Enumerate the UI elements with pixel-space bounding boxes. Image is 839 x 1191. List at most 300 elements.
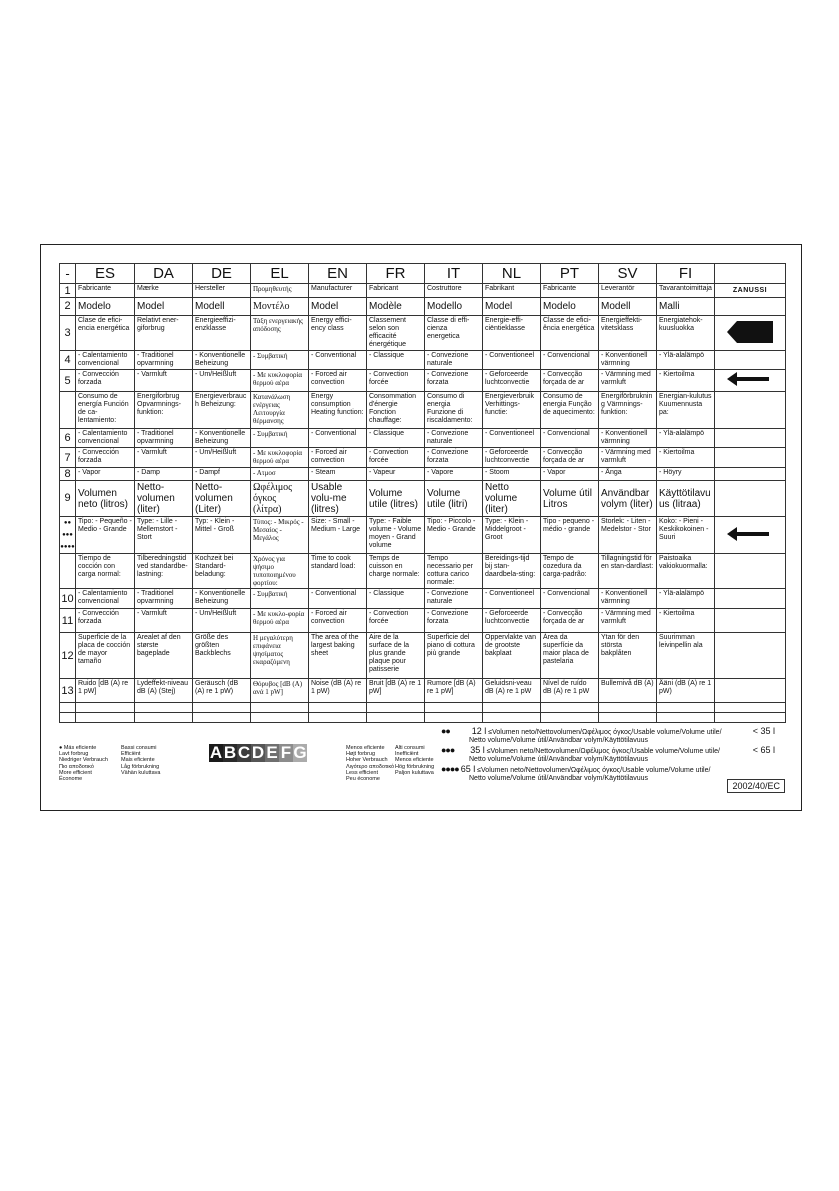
volume-limit: < 65 l: [752, 745, 775, 755]
legend-text: Låg förbrukning: [121, 763, 160, 770]
table-cell: - Traditionel opvarmning: [135, 589, 193, 609]
table-cell: Netto-volumen (Liter): [193, 481, 251, 517]
empty-cell: [715, 468, 786, 481]
table-cell: - Um/Heißluft: [193, 448, 251, 468]
row-number: [60, 392, 76, 429]
row-number: 3: [60, 316, 76, 351]
table-cell: Área da superfície da maior placa de pastelaria: [541, 633, 599, 679]
scale-f: F: [280, 743, 292, 762]
blank-cell: [309, 703, 367, 713]
volume-value: 35 l: [470, 745, 485, 755]
header-blank: [715, 264, 786, 284]
legend-text: Hoher Verbrauch: [346, 757, 388, 764]
table-cell: Tempo necessario per cottura carico normale:: [425, 554, 483, 589]
table-cell: Tipo: - Pequeño - Medio - Grande: [76, 517, 135, 554]
table-cell: Netto-volumen (liter): [135, 481, 193, 517]
table-cell: Käyttötilavuus (litraa): [657, 481, 715, 517]
table-cell: - Convezione forzata: [425, 370, 483, 392]
table-row: [60, 468, 786, 481]
table-cell: - Kiertoilma: [657, 448, 715, 468]
table-cell: Storlek: - Liten - Medelstor - Stor: [599, 517, 657, 554]
table-cell: Energiforbrug Opvarmnings-funktion:: [135, 392, 193, 429]
table-cell: Tipo - pequeno - médio - grande: [541, 517, 599, 554]
table-cell: - Convezione forzata: [425, 448, 483, 468]
table-cell: Superficie de la placa de cocción de mayor tamaño: [76, 633, 135, 679]
table-cell: - Convecção forçada de ar: [541, 448, 599, 468]
table-cell: - Värmning med varmluft: [599, 370, 657, 392]
table-row: [60, 517, 786, 554]
table-cell: Hersteller: [193, 284, 251, 298]
row-number: 13: [60, 679, 76, 703]
table-cell: Superficie del piano di cottura più grande: [425, 633, 483, 679]
empty-cell: [715, 554, 786, 589]
efficiency-scale: [209, 744, 307, 762]
table-cell: Modell: [193, 298, 251, 316]
table-cell: Nível de ruído dB (A) re 1 pW: [541, 679, 599, 703]
table-cell: - Convencional: [541, 351, 599, 370]
table-cell: Classe de efici-ência energética: [541, 316, 599, 351]
header-dash: -: [60, 264, 76, 284]
volume-text-2: Netto volume/Volume útil/Användbar volym/Käyttötilavuus: [469, 775, 648, 782]
lang-es: ES: [76, 264, 135, 284]
blank-cell: [135, 703, 193, 713]
table-cell: - Με κυκλο-φορία θερμού αέρα: [251, 609, 309, 633]
blank-cell: [309, 713, 367, 723]
table-cell: Τύπος: - Μικρός - Μεσαίος - Μεγάλος: [251, 517, 309, 554]
lang-da: DA: [135, 264, 193, 284]
table-cell: Modelo: [76, 298, 135, 316]
table-cell: - Steam: [309, 468, 367, 481]
blank-cell: [657, 703, 715, 713]
table-cell: Malli: [657, 298, 715, 316]
table-cell: - Vapor: [541, 468, 599, 481]
empty-cell: [715, 589, 786, 609]
table-cell: Arealet af den største bageplade: [135, 633, 193, 679]
table-cell: Fabricante: [541, 284, 599, 298]
blank-cell: [425, 713, 483, 723]
legend-text: Inefficiënt: [395, 751, 419, 758]
table-cell: Paistoaika vakiokuormalla:: [657, 554, 715, 589]
table-cell: Användbar volym (liter): [599, 481, 657, 517]
table-cell: Size: - Small - Medium - Large: [309, 517, 367, 554]
table-cell: Tempo de cozedura da carga-padrão:: [541, 554, 599, 589]
table-cell: Geräusch (dB (A) re 1 pW): [193, 679, 251, 703]
row-number: 6: [60, 429, 76, 448]
volume-range-medium: [441, 746, 785, 764]
table-cell: - Ylä-alalämpö: [657, 429, 715, 448]
scale-a: A: [209, 743, 223, 762]
table-cell: - Damp: [135, 468, 193, 481]
table-cell: Modèle: [367, 298, 425, 316]
table-cell: Energieffekti-vitetsklass: [599, 316, 657, 351]
table-cell: - Calentamiento convencional: [76, 351, 135, 370]
table-cell: Energian-kulutus Kuumennusta pa:: [657, 392, 715, 429]
table-cell: Type: - Lille - Mellemstort - Stort: [135, 517, 193, 554]
table-row: [60, 448, 786, 468]
empty-cell: [715, 609, 786, 633]
table-cell: Χρόνος για ψήσιμο τυποποιημένου φορτίου:: [251, 554, 309, 589]
table-cell: - Kiertoilma: [657, 370, 715, 392]
table-cell: - Ατμοσ: [251, 468, 309, 481]
blank-cell: [367, 713, 425, 723]
row-number: 4: [60, 351, 76, 370]
blank-cell: [251, 713, 309, 723]
table-cell: - Höyry: [657, 468, 715, 481]
table-cell: - Convection forcée: [367, 609, 425, 633]
blank-cell: [425, 703, 483, 713]
table-cell: Modell: [599, 298, 657, 316]
table-cell: Energiförbrukning Värmnings-funktion:: [599, 392, 657, 429]
lang-fr: FR: [367, 264, 425, 284]
table-cell: - Vapore: [425, 468, 483, 481]
legend-less-efficient-a: [346, 745, 394, 782]
row-number: 2: [60, 298, 76, 316]
table-cell: Mærke: [135, 284, 193, 298]
table-cell: Type: - Faible volume - Volume moyen - Grand volume: [367, 517, 425, 554]
table-cell: - Traditionel opvarmning: [135, 351, 193, 370]
blank-cell: [715, 713, 786, 723]
table-cell: Energie-effi-ciëntieklasse: [483, 316, 541, 351]
table-cell: Clase de efici-encia energética: [76, 316, 135, 351]
legend-text: Mais eficiente: [121, 757, 155, 764]
table-cell: Oppervlakte van de grootste bakplaat: [483, 633, 541, 679]
table-cell: Tiempo de cocción con carga normal:: [76, 554, 135, 589]
table-cell: Typ: - Klein - Mittel - Groß: [193, 517, 251, 554]
table-cell: - Geforceerde luchtconvectie: [483, 370, 541, 392]
legend-text: Højt forbrug: [346, 751, 376, 758]
table-cell: - Conventional: [309, 589, 367, 609]
legend-text: Peu économe: [346, 776, 380, 783]
empty-cell: [715, 392, 786, 429]
table-cell: Volume útil Litros: [541, 481, 599, 517]
legend-text: Lavt forbrug: [59, 751, 89, 758]
table-cell: Fabricant: [367, 284, 425, 298]
table-cell: Tilberedningstid ved standardbe-lastning:: [135, 554, 193, 589]
table-cell: - Traditionel opvarmning: [135, 429, 193, 448]
size-dots-large: ●●●●: [441, 764, 459, 774]
table-cell: - Konventionelle Beheizung: [193, 429, 251, 448]
table-cell: - Geforceerde luchtconvectie: [483, 448, 541, 468]
table-cell: - Konventionell värmning: [599, 589, 657, 609]
table-cell: - Um/Heißluft: [193, 370, 251, 392]
lang-it: IT: [425, 264, 483, 284]
table-cell: - Conventional: [309, 351, 367, 370]
legend-text: Πιο αποδοτικό: [59, 763, 94, 770]
scale-e: E: [266, 743, 278, 762]
row-number: 7: [60, 448, 76, 468]
brand-logo: ZANUSSI: [715, 284, 786, 298]
language-header-row: [60, 264, 786, 284]
table-cell: - Ånga: [599, 468, 657, 481]
legend-efficient-b: [121, 745, 160, 776]
lang-el: EL: [251, 264, 309, 284]
energy-class-arrow-icon: [715, 316, 786, 351]
table-cell: Energiatehok-kuusluokka: [657, 316, 715, 351]
table-cell: - Forced air convection: [309, 609, 367, 633]
table-cell: - Ylä-alalämpö: [657, 351, 715, 370]
table-cell: Bullernivå dB (A): [599, 679, 657, 703]
table-cell: - Classique: [367, 589, 425, 609]
table-cell: - Convecção forçada de ar: [541, 609, 599, 633]
table-cell: - Värmning med varmluft: [599, 448, 657, 468]
volume-text-2: Netto volume/Volume útil/Användbar volym/Käyttötilavuus: [469, 756, 648, 763]
energy-label-sheet: [40, 244, 802, 811]
volume-value: 12 l: [471, 726, 487, 736]
table-row: [60, 316, 786, 351]
directive-number: 2002/40/EC: [727, 779, 785, 793]
row-number: 1: [60, 284, 76, 298]
table-row: [60, 370, 786, 392]
table-cell: - Stoom: [483, 468, 541, 481]
blank-cell: [60, 713, 76, 723]
table-cell: Volume utile (litres): [367, 481, 425, 517]
legend-text: Niedriger Verbrauch: [59, 757, 108, 764]
empty-cell: [715, 298, 786, 316]
table-cell: Größe des größten Backblechs: [193, 633, 251, 679]
blank-cell: [76, 703, 135, 713]
table-cell: - Με κυκλοφορία θερμού αέρα: [251, 448, 309, 468]
legend-text: More efficient: [59, 769, 92, 776]
volume-value: 65 l: [460, 764, 476, 774]
table-row: [60, 429, 786, 448]
scale-b: B: [223, 743, 237, 762]
table-cell: Manufacturer: [309, 284, 367, 298]
legend-text: Efficiënt: [121, 751, 141, 758]
table-cell: Μοντέλο: [251, 298, 309, 316]
table-cell: - Convencional: [541, 429, 599, 448]
table-cell: - Convection forcée: [367, 448, 425, 468]
table-cell: - Konventionell värmning: [599, 429, 657, 448]
table-cell: - Forced air convection: [309, 448, 367, 468]
table-cell: - Varmluft: [135, 448, 193, 468]
table-cell: Aire de la surface de la plus grande plaque pour patisserie: [367, 633, 425, 679]
row-number: [60, 554, 76, 589]
table-row: [60, 589, 786, 609]
empty-cell: [715, 481, 786, 517]
table-cell: Energy effici-ency class: [309, 316, 367, 351]
legend-text: Économe: [59, 776, 83, 783]
legend-text: Λιγότερο αποδοτικό: [346, 763, 395, 770]
table-cell: - Convección forzada: [76, 448, 135, 468]
table-row: [60, 609, 786, 633]
table-cell: Model: [135, 298, 193, 316]
table-row: [60, 298, 786, 316]
empty-cell: [715, 448, 786, 468]
table-cell: - Convección forzada: [76, 370, 135, 392]
table-cell: Koko: - Pieni - Keskikokoinen - Suuri: [657, 517, 715, 554]
blank-cell: [541, 713, 599, 723]
volume-text: ≤Volumen neto/Nettovolumen/Ωφέλιμος όγκος/Usable volume/Volume utile/: [486, 748, 720, 755]
size-dots-small: ●●: [441, 726, 450, 736]
table-cell: - Conventioneel: [483, 429, 541, 448]
blank-row: [60, 713, 786, 723]
table-cell: Tavarantoimittaja: [657, 284, 715, 298]
table-cell: Consommation d'énergie Fonction chauffage:: [367, 392, 425, 429]
table-cell: - Convezione forzata: [425, 609, 483, 633]
table-cell: - Convección forzada: [76, 609, 135, 633]
table-cell: - Vapeur: [367, 468, 425, 481]
table-cell: - Convezione naturale: [425, 351, 483, 370]
volume-text: ≤Volumen neto/Nettovolumen/Ωφέλιμος όγκος/Usable volume/Volume utile/: [488, 729, 722, 736]
blank-cell: [483, 713, 541, 723]
legend-text: Menos eficiente: [395, 757, 434, 764]
table-cell: - Conventional: [309, 429, 367, 448]
blank-cell: [599, 703, 657, 713]
blank-cell: [657, 713, 715, 723]
table-cell: - Konventionell värmning: [599, 351, 657, 370]
legend-text: Hög förbrukning: [395, 763, 435, 770]
table-cell: - Um/Heißluft: [193, 609, 251, 633]
volume-range-small: [441, 727, 785, 745]
pointer-arrow-icon: [715, 370, 786, 392]
table-cell: - Classique: [367, 351, 425, 370]
table-cell: Rumore [dB (A) re 1 pW]: [425, 679, 483, 703]
lang-nl: NL: [483, 264, 541, 284]
table-cell: Tillagningstid för en stan-dardlast:: [599, 554, 657, 589]
table-cell: Leverantör: [599, 284, 657, 298]
table-cell: - Convezione naturale: [425, 589, 483, 609]
legend-text: Vähän kuluttava: [121, 769, 161, 776]
table-cell: - Συμβατική: [251, 429, 309, 448]
table-cell: Ääni (dB (A) re 1 pW): [657, 679, 715, 703]
legend-text: Less efficient: [346, 769, 379, 776]
table-cell: Energy consumption Heating function:: [309, 392, 367, 429]
volume-text: ≤Volumen neto/Nettovolumen/Ωφέλιμος όγκος/Usable volume/Volume utile/: [477, 767, 711, 774]
legend-efficient-a: [59, 745, 108, 782]
table-cell: Modello: [425, 298, 483, 316]
table-cell: - Calentamiento convencional: [76, 589, 135, 609]
blank-cell: [135, 713, 193, 723]
row-number: 10: [60, 589, 76, 609]
pointer-arrow-icon: [715, 517, 786, 554]
scale-c: C: [237, 743, 251, 762]
table-row: [60, 679, 786, 703]
table-cell: Bereidings-tijd bij stan-daardbela-sting:: [483, 554, 541, 589]
table-cell: Model: [483, 298, 541, 316]
row-number: 8: [60, 468, 76, 481]
table-row: [60, 633, 786, 679]
legend-text: Alti consumi: [395, 745, 425, 751]
table-cell: - Συμβατική: [251, 589, 309, 609]
table-cell: - Kiertoilma: [657, 609, 715, 633]
volume-limit: < 35 l: [752, 726, 775, 736]
table-body: [60, 264, 786, 723]
table-row: [60, 554, 786, 589]
empty-cell: [715, 679, 786, 703]
table-cell: Tipo: - Piccolo - Medio - Grande: [425, 517, 483, 554]
table-cell: - Convecção forçada de ar: [541, 370, 599, 392]
table-cell: Costruttore: [425, 284, 483, 298]
table-cell: Time to cook standard load:: [309, 554, 367, 589]
table-cell: - Forced air convection: [309, 370, 367, 392]
lang-fi: FI: [657, 264, 715, 284]
row-number: 9: [60, 481, 76, 517]
table-row: [60, 481, 786, 517]
lang-en: EN: [309, 264, 367, 284]
table-cell: Modelo: [541, 298, 599, 316]
table-cell: Τάξη ενεργειακής απόδοσης: [251, 316, 309, 351]
table-cell: - Värmning med varmluft: [599, 609, 657, 633]
table-cell: Consumo de energía Función de ca-lentamiento:: [76, 392, 135, 429]
table-cell: Fabrikant: [483, 284, 541, 298]
table-cell: Energieverbrauch Beheizung:: [193, 392, 251, 429]
table-cell: - Varmluft: [135, 370, 193, 392]
row-number: 12: [60, 633, 76, 679]
table-cell: - Με κυκλοφορία θερμού αέρα: [251, 370, 309, 392]
table-cell: - Convencional: [541, 589, 599, 609]
table-cell: Προμηθευτής: [251, 284, 309, 298]
table-cell: - Dampf: [193, 468, 251, 481]
table-cell: Volumen neto (litros): [76, 481, 135, 517]
table-row: [60, 392, 786, 429]
table-cell: - Varmluft: [135, 609, 193, 633]
table-cell: Κατανάλωση ενέργειας Λειτουργία θέρμανσης: [251, 392, 309, 429]
table-cell: - Convection forcée: [367, 370, 425, 392]
table-cell: Η μεγαλύτερη επιφάνεια ψησίματος εκαραζόμενη: [251, 633, 309, 679]
table-cell: - Vapor: [76, 468, 135, 481]
table-cell: Θόρυβος [dB (A) ανά 1 pW]: [251, 679, 309, 703]
empty-cell: [715, 633, 786, 679]
table-cell: - Konventionelle Beheizung: [193, 589, 251, 609]
scale-g: G: [293, 743, 307, 762]
table-cell: - Konventionelle Beheizung: [193, 351, 251, 370]
table-cell: Ruido [dB (A) re 1 pW]: [76, 679, 135, 703]
legend-text: ● Más eficiente: [59, 745, 97, 751]
table-cell: Volume utile (litri): [425, 481, 483, 517]
empty-cell: [715, 429, 786, 448]
table-cell: Classe di effi-cienza energetica: [425, 316, 483, 351]
table-cell: - Classique: [367, 429, 425, 448]
label-footer: [59, 727, 785, 793]
blank-cell: [367, 703, 425, 713]
table-cell: Classement selon son efficacité énergétique: [367, 316, 425, 351]
size-dots: ●● ●●● ●●●●: [60, 517, 76, 554]
table-cell: - Conventioneel: [483, 589, 541, 609]
legend-text: Menos eficiente: [346, 745, 385, 751]
table-cell: Temps de cuisson en charge normale:: [367, 554, 425, 589]
table-cell: Energieeffizi-enzklasse: [193, 316, 251, 351]
table-cell: Usable volu-me (litres): [309, 481, 367, 517]
table-cell: - Convezione naturale: [425, 429, 483, 448]
blank-cell: [599, 713, 657, 723]
table-cell: The area of the largest baking sheet: [309, 633, 367, 679]
blank-cell: [193, 703, 251, 713]
scale-d: D: [251, 743, 265, 762]
empty-cell: [715, 351, 786, 370]
legend-less-efficient-b: [395, 745, 434, 776]
table-cell: Relativt ener-giforbrug: [135, 316, 193, 351]
table-cell: Model: [309, 298, 367, 316]
table-cell: Type: - Klein - Middelgroot - Groot: [483, 517, 541, 554]
table-cell: - Conventioneel: [483, 351, 541, 370]
table-cell: Consumo de energia Função de aquecimento:: [541, 392, 599, 429]
blank-cell: [483, 703, 541, 713]
table-cell: - Calentamiento convencional: [76, 429, 135, 448]
row-number: 11: [60, 609, 76, 633]
table-cell: Ytan för den största bakplåten: [599, 633, 657, 679]
table-cell: Fabricante: [76, 284, 135, 298]
table-cell: - Ylä-alalämpö: [657, 589, 715, 609]
table-cell: - Συμβατική: [251, 351, 309, 370]
lang-de: DE: [193, 264, 251, 284]
table-cell: Geluidsni-veau dB (A) re 1 pW: [483, 679, 541, 703]
blank-cell: [76, 713, 135, 723]
blank-cell: [715, 703, 786, 713]
table-cell: Noise (dB (A) re 1 pW): [309, 679, 367, 703]
blank-cell: [193, 713, 251, 723]
blank-cell: [541, 703, 599, 713]
blank-row: [60, 703, 786, 713]
